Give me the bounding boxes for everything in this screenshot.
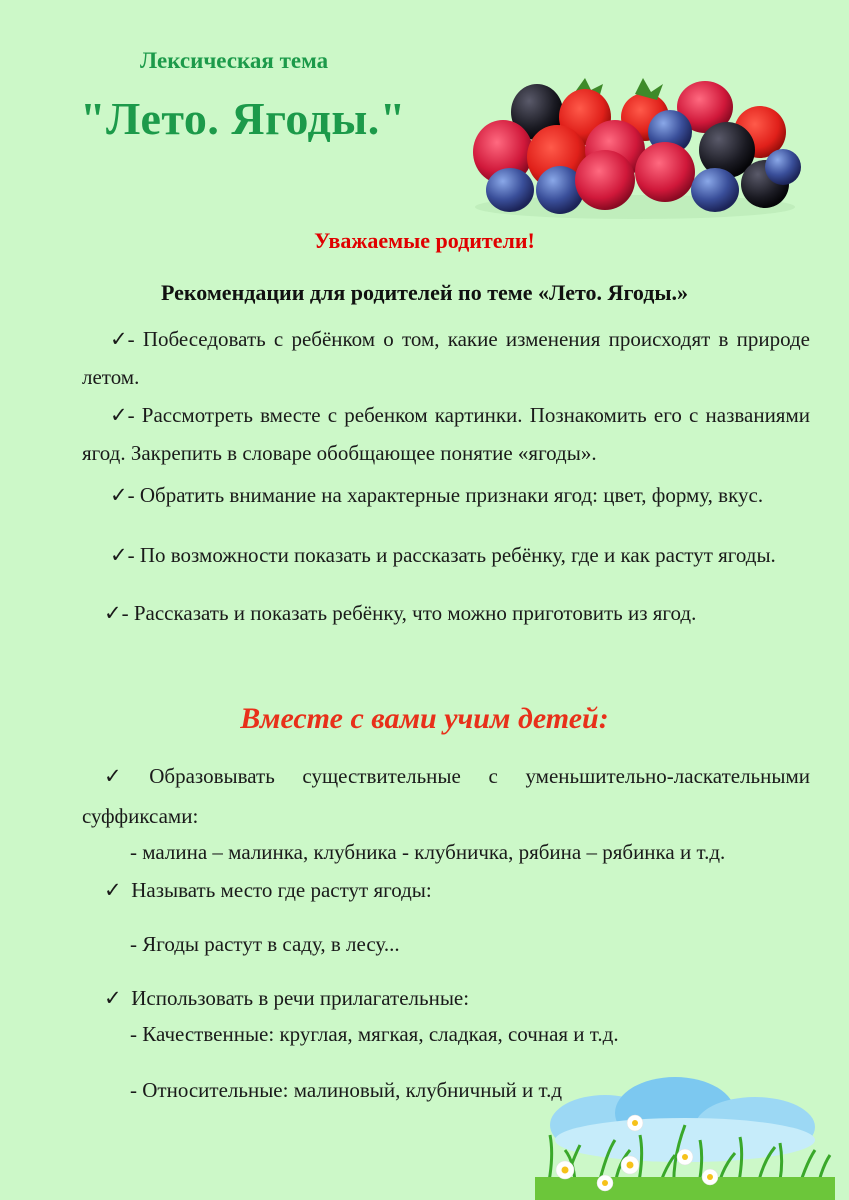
recommendation-item bbox=[82, 480, 810, 510]
check-icon: ✓ bbox=[110, 403, 128, 427]
learning-item bbox=[82, 756, 810, 836]
recommendation-text: - Побеседовать с ребёнком о том, какие изменения происходят в природе летом. bbox=[82, 327, 810, 389]
berries-image bbox=[465, 72, 805, 222]
check-icon: ✓ bbox=[104, 878, 122, 902]
learning-example: - Относительные: малиновый, клубничный и т.д bbox=[130, 1078, 563, 1102]
recommendation-item bbox=[82, 598, 810, 628]
together-title: Вместе с вами учим детей: bbox=[240, 702, 609, 735]
check-icon: ✓ bbox=[110, 327, 128, 351]
learning-text: Называть место где растут ягоды: bbox=[131, 878, 432, 902]
learning-text: Использовать в речи прилагательные: bbox=[131, 986, 470, 1010]
recommendation-item bbox=[82, 320, 810, 396]
check-icon: ✓ bbox=[104, 986, 122, 1010]
learning-item bbox=[104, 878, 432, 903]
recommendation-text: - Рассмотреть вместе с ребенком картинки. Познакомить его с названиями ягод. Закрепить в словаре обобщающее понятие «ягоды». bbox=[82, 403, 810, 465]
greeting: Уважаемые родители! bbox=[314, 228, 535, 253]
recommendation-text: - Обратить внимание на характерные признаки ягод: цвет, форму, вкус. bbox=[127, 483, 764, 507]
recommendation-item bbox=[82, 540, 810, 570]
check-icon: ✓ bbox=[110, 483, 128, 507]
recommendation-text: - По возможности показать и рассказать ребёнку, где и как растут ягоды. bbox=[127, 543, 776, 567]
recommendation-text: - Рассказать и показать ребёнку, что можно приготовить из ягод. bbox=[121, 601, 697, 625]
learning-example: - Качественные: круглая, мягкая, сладкая, сочная и т.д. bbox=[130, 1022, 619, 1046]
learning-example: - малина – малинка, клубника - клубничка, рябина – рябинка и т.д. bbox=[130, 840, 726, 864]
check-icon: ✓ bbox=[110, 543, 128, 567]
grass-flowers-image bbox=[535, 1065, 835, 1200]
learning-text: Образовывать существительные с уменьшительно-ласкательными суффиксами: bbox=[82, 764, 810, 828]
recommendations-heading: Рекомендации для родителей по теме «Лето. Ягоды.» bbox=[160, 280, 689, 305]
check-icon: ✓ bbox=[104, 764, 122, 788]
lexical-theme-label: Лексическая тема bbox=[140, 48, 329, 73]
check-icon: ✓ bbox=[104, 601, 122, 625]
page-title: "Лето. Ягоды." bbox=[80, 93, 406, 144]
learning-example: - Ягоды растут в саду, в лесу... bbox=[130, 932, 400, 956]
learning-item bbox=[104, 986, 469, 1011]
recommendation-item bbox=[82, 396, 810, 472]
